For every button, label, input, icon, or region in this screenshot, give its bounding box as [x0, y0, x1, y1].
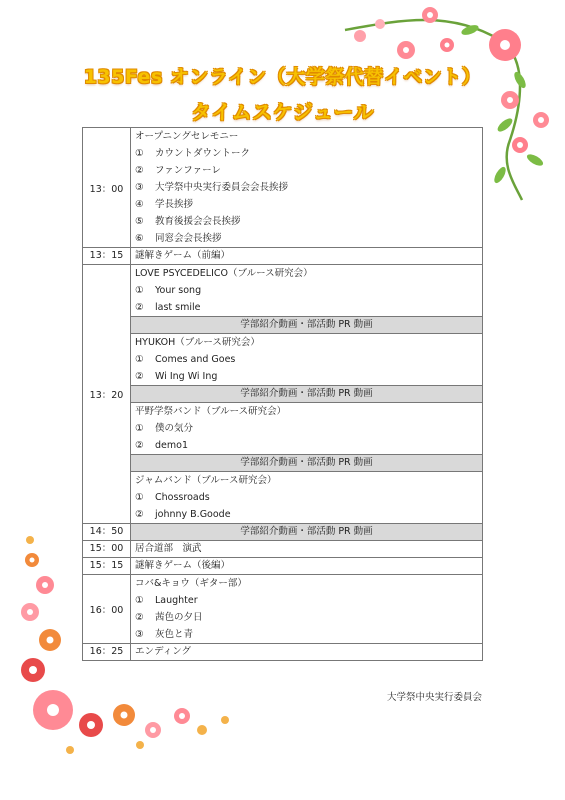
program-title: LOVE PSYCEDELICO（ブルース研究会）	[135, 268, 313, 279]
pr-video-band: 学部紹介動画・部活動 PR 動画	[131, 317, 483, 334]
program-title: 平野学祭バンド（ブルース研究会）	[135, 406, 287, 417]
program-cell	[131, 472, 483, 524]
program-cell: エンディング	[131, 644, 483, 661]
table-row	[83, 644, 483, 661]
program-title: オープニングセレモニー	[135, 131, 239, 142]
list-item: ② johnny B.Goode	[135, 509, 231, 520]
list-item: ③ 大学祭中央実行委員会会長挨拶	[135, 182, 289, 193]
schedule-table	[82, 127, 483, 661]
list-item: ② demo1	[135, 440, 188, 451]
list-item: ① Laughter	[135, 595, 198, 606]
pr-video-band: 学部紹介動画・部活動 PR 動画	[131, 524, 483, 541]
list-item: ③ 灰色と青	[135, 629, 194, 640]
pr-video-band: 学部紹介動画・部活動 PR 動画	[131, 386, 483, 403]
time-cell: 16：25	[83, 644, 131, 661]
list-item: ② 茜色の夕日	[135, 612, 203, 623]
list-item: ① カウントダウントーク	[135, 148, 251, 159]
program-cell	[131, 128, 483, 248]
time-cell: 15：00	[83, 541, 131, 558]
time-cell: 13：15	[83, 248, 131, 265]
table-row	[83, 558, 483, 575]
table-row	[83, 575, 483, 644]
list-item: ② last smile	[135, 302, 201, 313]
program-cell	[131, 265, 483, 317]
list-item: ② ファンファーレ	[135, 165, 221, 176]
table-row	[83, 248, 483, 265]
list-item: ① 僕の気分	[135, 423, 194, 434]
page-title: 135Fes オンライン（大学祭代替イベント）	[83, 66, 482, 88]
program-title: ジャムバンド（ブルース研究会）	[135, 475, 277, 486]
program-cell	[131, 334, 483, 386]
program-cell	[131, 575, 483, 644]
time-cell: 15：15	[83, 558, 131, 575]
program-cell: 居合道部 演武	[131, 541, 483, 558]
organizer-credit: 大学祭中央実行委員会	[386, 692, 482, 703]
time-cell: 13：20	[83, 265, 131, 524]
list-item: ⑤ 教育後援会会長挨拶	[135, 216, 241, 227]
list-item: ① Your song	[135, 285, 202, 296]
program-title: HYUKOH（ブルース研究会）	[135, 337, 260, 348]
list-item: ④ 学長挨拶	[135, 199, 194, 210]
time-cell: 14：50	[83, 524, 131, 541]
program-cell: 謎解きゲーム（前編）	[131, 248, 483, 265]
list-item: ⑥ 同窓会会長挨拶	[135, 233, 222, 244]
page-subtitle: タイムスケジュール	[191, 100, 374, 124]
pr-video-band: 学部紹介動画・部活動 PR 動画	[131, 455, 483, 472]
table-row	[83, 524, 483, 541]
program-title: コバ&キョウ（ギター部）	[135, 578, 247, 589]
time-cell: 16：00	[83, 575, 131, 644]
list-item: ① Comes and Goes	[135, 354, 236, 365]
program-cell: 謎解きゲーム（後編）	[131, 558, 483, 575]
table-row	[83, 128, 483, 248]
list-item: ② Wi Ing Wi Ing	[135, 371, 218, 382]
list-item: ① Chossroads	[135, 492, 210, 503]
table-row	[83, 265, 483, 317]
program-cell	[131, 403, 483, 455]
table-row	[83, 541, 483, 558]
time-cell: 13：00	[83, 128, 131, 248]
